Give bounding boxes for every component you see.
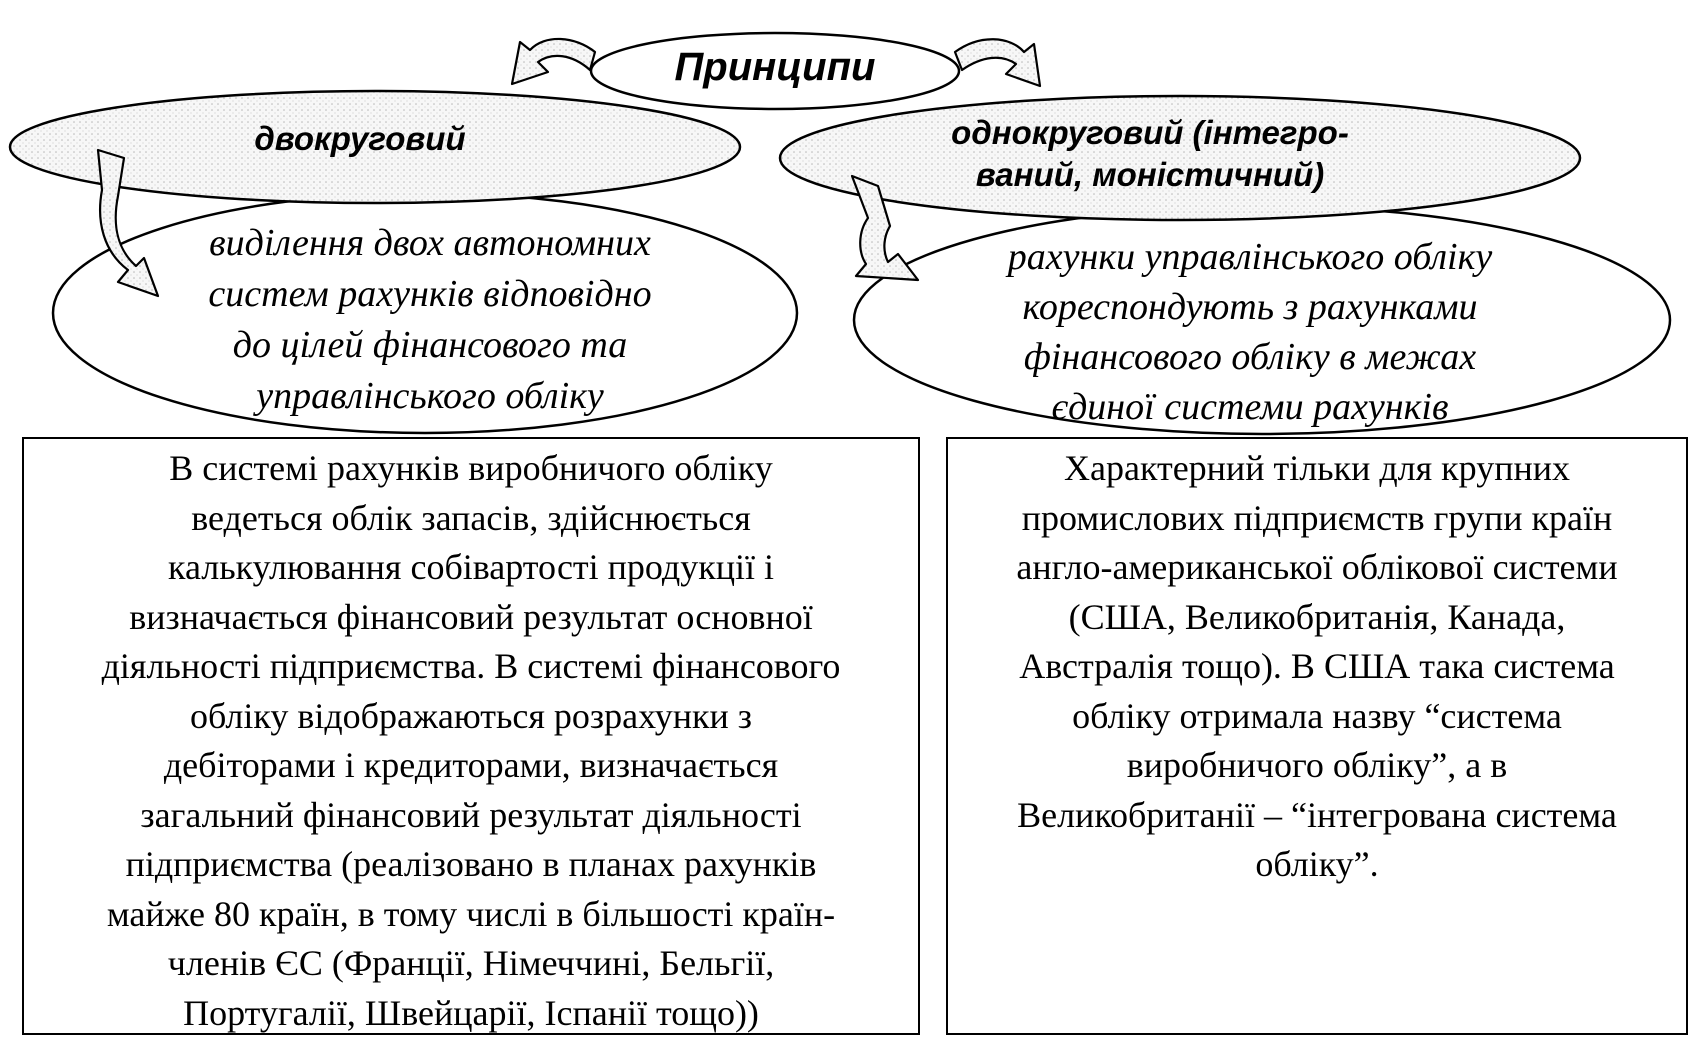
description-line: до цілей фінансового та <box>232 324 628 366</box>
description-line: управлінського обліку <box>256 375 604 417</box>
detail-line: членів ЄС (Франції, Німеччині, Бельгії, <box>167 943 775 983</box>
description-line: кореспондують з рахунками <box>1022 286 1478 328</box>
description-line: виділення двох автономних <box>209 222 651 264</box>
detail-line: Характерний тільки для крупних <box>1063 448 1570 488</box>
detail-line: Австралія тощо). В США така система <box>1019 646 1615 686</box>
detail-line: калькулювання собівартості продукції і <box>168 547 774 587</box>
description-line: єдиної системи рахунків <box>1051 386 1449 428</box>
root-label: Принципи <box>674 45 876 89</box>
detail-line: обліку отримала назву “система <box>1072 695 1562 736</box>
description-line: систем рахунків відповідно <box>208 273 652 315</box>
detail-line: виробничого обліку”, а в <box>1126 745 1508 785</box>
detail-line: Великобританії – “інтегрована система <box>1017 794 1617 835</box>
detail-line: загальний фінансовий результат діяльності <box>140 794 802 835</box>
detail-line: діяльності підприємства. В системі фінансового <box>101 646 841 686</box>
detail-line: промислових підприємств групи країн <box>1021 497 1613 538</box>
description-line: фінансового обліку в межах <box>1023 336 1477 378</box>
principle-label-two-circuit: двокруговий <box>254 120 466 157</box>
detail-box-one-circuit <box>946 437 1688 1035</box>
detail-line: ведеться облік запасів, здійснюється <box>191 497 751 538</box>
detail-line: дебіторами і кредиторами, визначається <box>163 745 779 785</box>
curved-arrow-root-to-one-circuit <box>955 39 1040 86</box>
detail-line: обліку відображаються розрахунки з <box>189 695 752 736</box>
description-one-circuit <box>920 232 1580 432</box>
detail-box-two-circuit <box>22 437 920 1035</box>
detail-line: Португалії, Швейцарії, Іспанії тощо)) <box>183 992 759 1033</box>
description-line: рахунки управлінського обліку <box>1007 236 1493 278</box>
detail-line: майже 80 країн, в тому числі в більшості країн- <box>106 893 836 934</box>
detail-line: В системі рахунків виробничого обліку <box>169 448 773 488</box>
principle-label-line: ваний, моністичний) <box>975 156 1325 193</box>
curved-arrow-root-to-two-circuit <box>512 39 595 84</box>
principle-label-line: однокруговий (інтегро- <box>951 114 1349 151</box>
detail-line: підприємства (реалізовано в планах рахунків <box>125 844 817 884</box>
principle-label-one-circuit <box>870 112 1430 196</box>
detail-line: визначається фінансовий результат основної <box>129 596 813 637</box>
detail-line: обліку”. <box>1255 844 1379 884</box>
detail-line: (США, Великобританія, Канада, <box>1068 596 1566 637</box>
detail-line: англо-американської облікової системи <box>1016 547 1618 587</box>
description-two-circuit <box>130 218 730 422</box>
